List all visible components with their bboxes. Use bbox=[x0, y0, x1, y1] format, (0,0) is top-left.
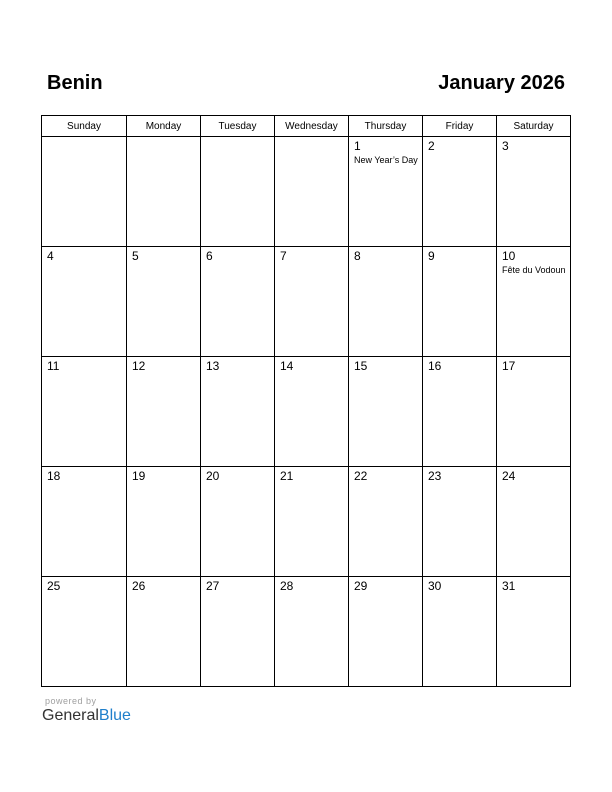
weekday-tuesday: Tuesday bbox=[201, 116, 275, 137]
day-cell bbox=[423, 357, 497, 467]
day-cell bbox=[127, 247, 201, 357]
week-row bbox=[42, 247, 571, 357]
day-cell bbox=[423, 577, 497, 687]
day-cell bbox=[497, 577, 571, 687]
day-number: 30 bbox=[428, 579, 442, 593]
day-number: 24 bbox=[502, 469, 516, 483]
week-row bbox=[42, 577, 571, 687]
holiday-label bbox=[42, 483, 126, 484]
holiday-label bbox=[423, 153, 496, 154]
day-cell bbox=[349, 577, 423, 687]
day-cell bbox=[42, 577, 127, 687]
weekday-monday: Monday bbox=[127, 116, 201, 137]
day-cell bbox=[201, 577, 275, 687]
powered-by-text: powered by bbox=[45, 696, 97, 706]
day-number: 4 bbox=[47, 249, 54, 263]
day-cell bbox=[423, 247, 497, 357]
day-number: 17 bbox=[502, 359, 516, 373]
country-title: Benin bbox=[47, 72, 103, 94]
day-number: 8 bbox=[354, 249, 361, 263]
day-cell bbox=[201, 357, 275, 467]
day-cell bbox=[349, 137, 423, 247]
weekday-friday: Friday bbox=[423, 116, 497, 137]
day-cell bbox=[349, 467, 423, 577]
holiday-label bbox=[497, 593, 570, 594]
holiday-label bbox=[349, 263, 422, 264]
day-cell bbox=[201, 467, 275, 577]
week-row bbox=[42, 467, 571, 577]
day-number: 6 bbox=[206, 249, 213, 263]
day-number: 28 bbox=[280, 579, 294, 593]
day-number: 25 bbox=[47, 579, 61, 593]
day-number: 16 bbox=[428, 359, 442, 373]
day-number: 18 bbox=[47, 469, 61, 483]
weekday-sunday: Sunday bbox=[42, 116, 127, 137]
day-cell bbox=[42, 467, 127, 577]
day-cell bbox=[42, 137, 127, 247]
day-number: 1 bbox=[354, 139, 361, 153]
day-cell bbox=[275, 247, 349, 357]
holiday-label bbox=[201, 373, 274, 374]
day-number: 12 bbox=[132, 359, 146, 373]
holiday-label bbox=[497, 373, 570, 374]
day-cell bbox=[349, 247, 423, 357]
day-cell bbox=[275, 467, 349, 577]
day-number: 23 bbox=[428, 469, 442, 483]
day-cell bbox=[42, 247, 127, 357]
weekday-saturday: Saturday bbox=[497, 116, 571, 137]
holiday-label bbox=[201, 263, 274, 264]
holiday-label bbox=[201, 139, 274, 140]
day-number: 26 bbox=[132, 579, 146, 593]
brand-part-blue: Blue bbox=[98, 707, 131, 724]
day-cell bbox=[423, 137, 497, 247]
day-cell bbox=[201, 247, 275, 357]
holiday-label bbox=[275, 263, 348, 264]
day-cell bbox=[497, 137, 571, 247]
holiday-label bbox=[497, 483, 570, 484]
day-number: 14 bbox=[280, 359, 294, 373]
holiday-label bbox=[275, 373, 348, 374]
holiday-label: Fête du Vodoun bbox=[502, 265, 566, 275]
day-cell bbox=[497, 247, 571, 357]
holiday-label bbox=[42, 263, 126, 264]
day-number: 29 bbox=[354, 579, 368, 593]
day-number: 31 bbox=[502, 579, 516, 593]
holiday-label bbox=[42, 373, 126, 374]
day-number: 20 bbox=[206, 469, 220, 483]
holiday-label bbox=[201, 593, 274, 594]
day-cell bbox=[275, 357, 349, 467]
brand-logo bbox=[42, 707, 131, 725]
holiday-label bbox=[127, 593, 200, 594]
day-cell bbox=[201, 137, 275, 247]
holiday-label bbox=[127, 263, 200, 264]
day-number: 13 bbox=[206, 359, 220, 373]
day-number: 10 bbox=[502, 249, 516, 263]
footer bbox=[42, 696, 131, 725]
day-cell bbox=[349, 357, 423, 467]
day-cell bbox=[275, 137, 349, 247]
brand-part-general: General bbox=[42, 707, 99, 724]
day-number: 21 bbox=[280, 469, 294, 483]
day-cell bbox=[423, 467, 497, 577]
holiday-label: New Year’s Day bbox=[354, 155, 418, 165]
holiday-label bbox=[349, 593, 422, 594]
weekday-thursday: Thursday bbox=[349, 116, 423, 137]
holiday-label bbox=[127, 483, 200, 484]
weekday-wednesday: Wednesday bbox=[275, 116, 349, 137]
day-number: 27 bbox=[206, 579, 220, 593]
holiday-label bbox=[42, 139, 126, 140]
month-year-title: January 2026 bbox=[438, 72, 565, 94]
day-cell bbox=[497, 357, 571, 467]
day-number: 9 bbox=[428, 249, 435, 263]
day-cell bbox=[127, 137, 201, 247]
week-row bbox=[42, 137, 571, 247]
day-number: 11 bbox=[47, 359, 60, 373]
calendar-body bbox=[42, 137, 571, 687]
holiday-label bbox=[423, 593, 496, 594]
day-cell bbox=[42, 357, 127, 467]
day-number: 3 bbox=[502, 139, 509, 153]
holiday-label bbox=[423, 263, 496, 264]
day-cell bbox=[275, 577, 349, 687]
week-row bbox=[42, 357, 571, 467]
day-cell bbox=[497, 467, 571, 577]
day-number: 5 bbox=[132, 249, 139, 263]
weekday-header-row bbox=[42, 116, 571, 137]
day-cell bbox=[127, 467, 201, 577]
holiday-label bbox=[127, 139, 200, 140]
day-number: 2 bbox=[428, 139, 435, 153]
holiday-label bbox=[349, 373, 422, 374]
day-cell bbox=[127, 577, 201, 687]
day-cell bbox=[127, 357, 201, 467]
day-number: 22 bbox=[354, 469, 368, 483]
holiday-label bbox=[42, 593, 126, 594]
holiday-label bbox=[275, 139, 348, 140]
calendar-grid bbox=[41, 115, 571, 687]
day-number: 19 bbox=[132, 469, 146, 483]
day-number: 7 bbox=[280, 249, 287, 263]
holiday-label bbox=[423, 483, 496, 484]
holiday-label bbox=[127, 373, 200, 374]
holiday-label bbox=[275, 483, 348, 484]
holiday-label bbox=[423, 373, 496, 374]
calendar-header bbox=[42, 70, 570, 100]
holiday-label bbox=[201, 483, 274, 484]
holiday-label bbox=[275, 593, 348, 594]
holiday-label bbox=[349, 483, 422, 484]
holiday-label bbox=[497, 153, 570, 154]
day-number: 15 bbox=[354, 359, 368, 373]
